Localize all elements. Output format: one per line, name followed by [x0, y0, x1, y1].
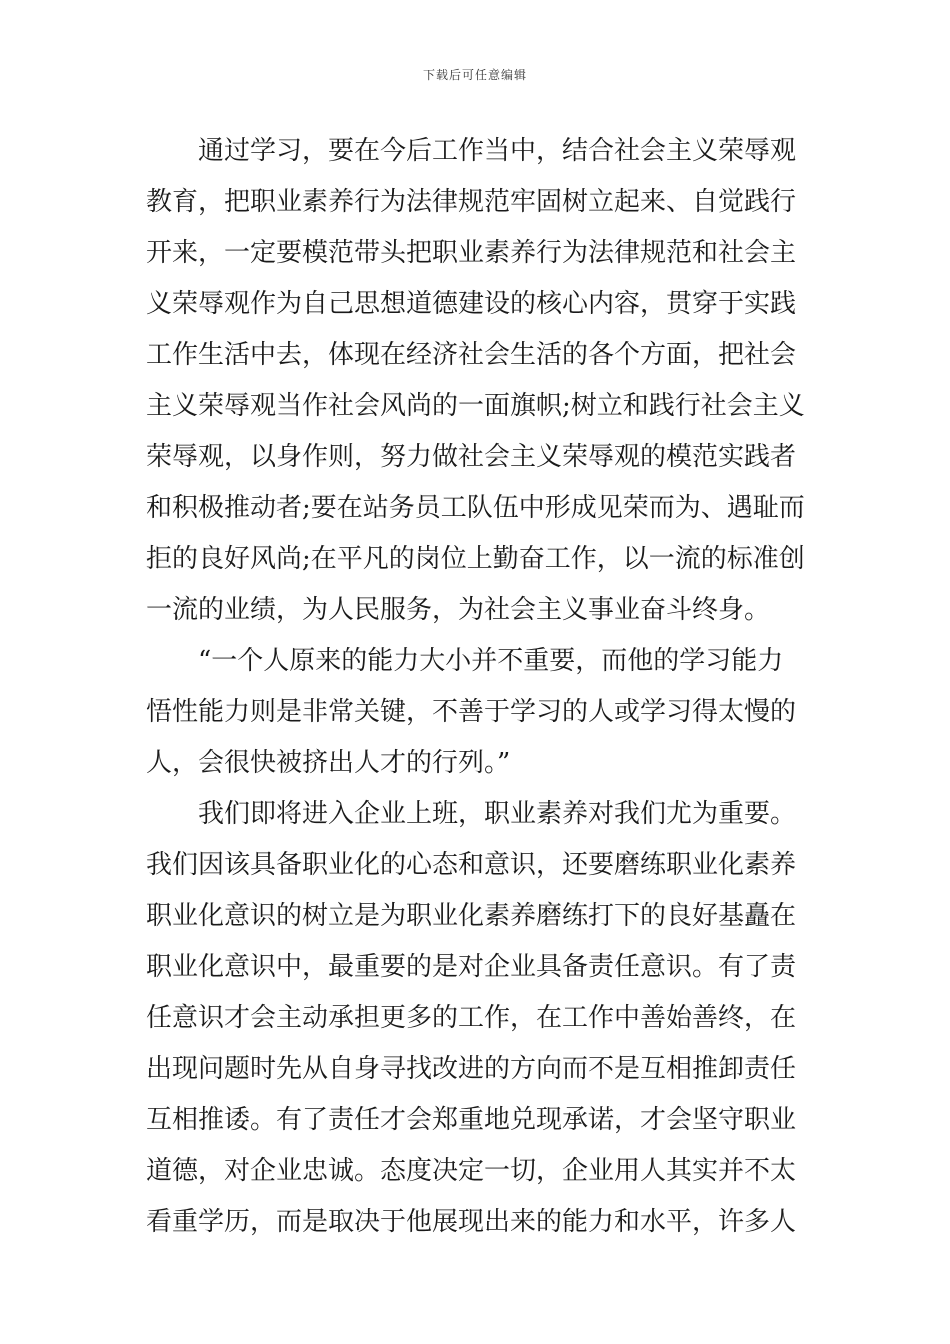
text-line: 职业化意识的树立是为职业化素养磨练打下的良好基矗在: [146, 901, 797, 931]
text-line: 拒的良好风尚;在平凡的岗位上勤奋工作，以一流的标准创: [146, 544, 805, 574]
text-line: 通过学习，要在今后工作当中，结合社会主义荣辱观: [198, 136, 797, 166]
text-line: 荣辱观，以身作则，努力做社会主义荣辱观的模范实践者: [146, 442, 797, 472]
text-line: 悟性能力则是非常关键，不善于学习的人或学习得太慢的: [146, 697, 797, 727]
page-header: 下载后可任意编辑: [422, 68, 527, 82]
text-line: 义荣辱观作为自己思想道德建设的核心内容，贯穿于实践: [146, 289, 797, 319]
text-line: 一流的业绩，为人民服务，为社会主义事业奋斗终身。: [146, 595, 771, 625]
document-body: [146, 126, 806, 1248]
text-line: 人，会很快被挤出人才的行列。”: [146, 748, 511, 778]
text-line: 互相推诿。有了责任才会郑重地兑现承诺，才会坚守职业: [146, 1105, 797, 1135]
text-line: 出现问题时先从自身寻找改进的方向而不是互相推卸责任: [146, 1054, 797, 1084]
text-line: 主义荣辱观当作社会风尚的一面旗帜;树立和践行社会主义: [146, 391, 805, 421]
text-line: 我们即将进入企业上班，职业素养对我们尤为重要。: [198, 799, 797, 829]
text-line: 开来，一定要模范带头把职业素养行为法律规范和社会主: [146, 238, 797, 268]
text-line: 任意识才会主动承担更多的工作，在工作中善始善终，在: [146, 1003, 797, 1033]
text-line: 教育，把职业素养行为法律规范牢固树立起来、自觉践行: [146, 187, 797, 217]
text-line: 看重学历，而是取决于他展现出来的能力和水平，许多人: [146, 1207, 797, 1237]
text-line: “一个人原来的能力大小并不重要，而他的学习能力: [198, 646, 784, 676]
text-line: 工作生活中去，体现在经济社会生活的各个方面，把社会: [146, 340, 797, 370]
text-line: 和积极推动者;要在站务员工队伍中形成见荣而为、遇耻而: [146, 493, 805, 523]
text-line: 我们因该具备职业化的心态和意识，还要磨练职业化素养: [146, 850, 797, 880]
text-line: 职业化意识中，最重要的是对企业具备责任意识。有了责: [146, 952, 797, 982]
text-line: 道德，对企业忠诚。态度决定一切，企业用人其实并不太: [146, 1156, 797, 1186]
